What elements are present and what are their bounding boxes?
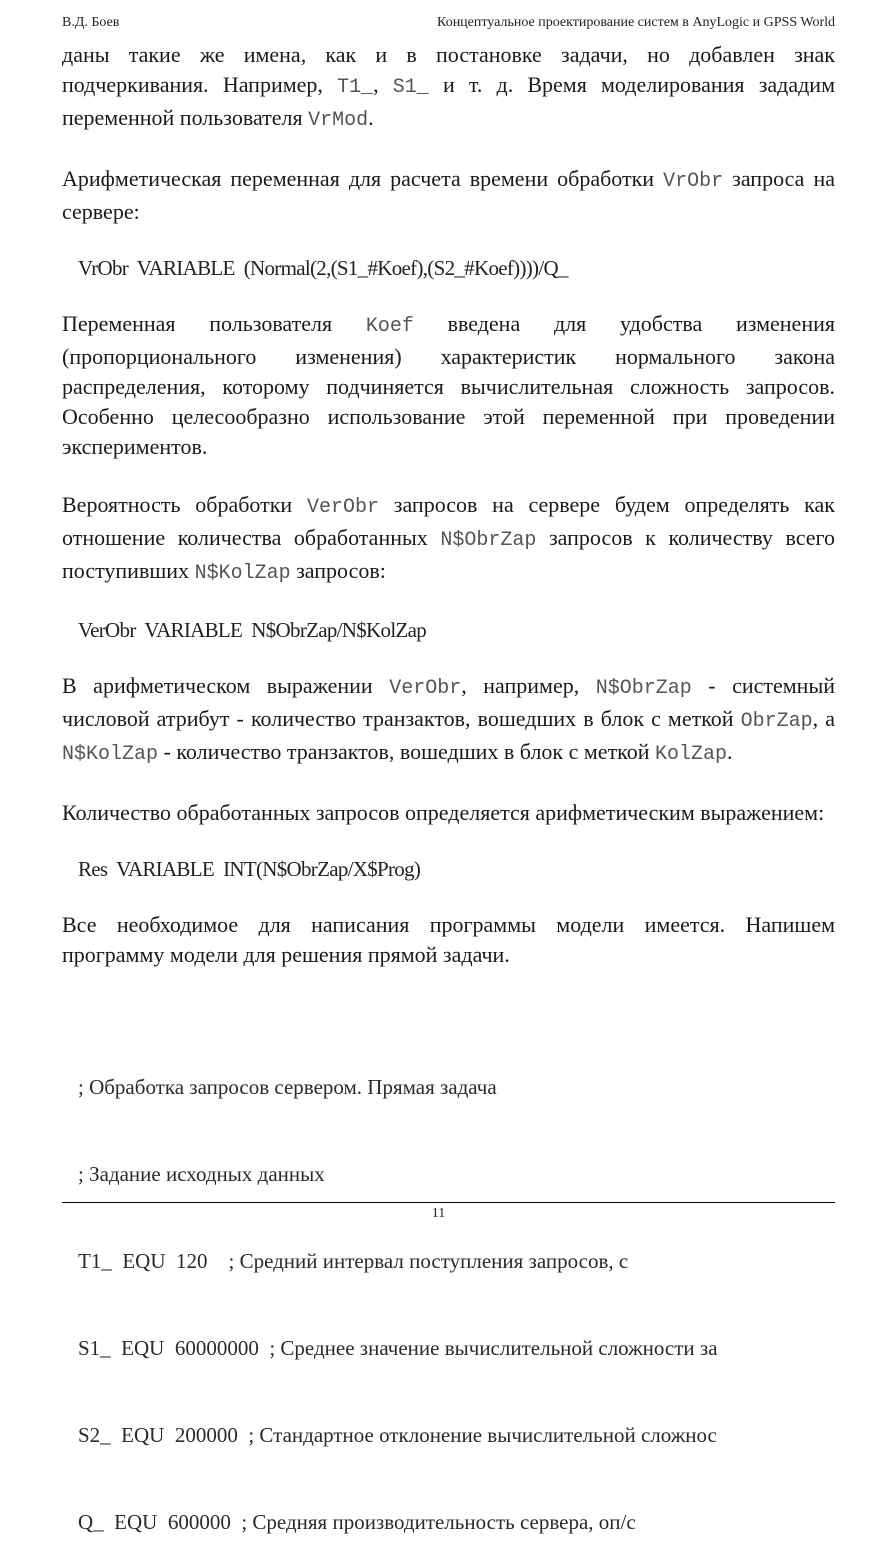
code-vrobr-variable: VrObr VARIABLE (Normal(2,(S1_#Koef),(S2_#Koef))))/Q_ bbox=[78, 256, 568, 280]
paragraph-koef: Переменная пользователя Koef введена для удобства изменения (пропорционального изменения) характеристик нормального закона распределения, которому подчиняется вычислительная сложность запросов. Особенно целесообразно использование этой переменной при проведении экспериментов. bbox=[62, 311, 835, 459]
running-header bbox=[62, 15, 835, 35]
code-ref-vrobr: VrObr bbox=[663, 170, 724, 193]
program-listing bbox=[78, 1015, 835, 1566]
listing-line: ; Обработка запросов сервером. Прямая задача bbox=[78, 1075, 497, 1099]
paragraph-verobr-intro: Вероятность обработки VerObr запросов на сервере будем определять как отношение количества обработанных N$ObrZap запросов к количеству всего поступивших N$KolZap запросов: bbox=[62, 492, 835, 585]
code-ref-nobrzap: N$ObrZap bbox=[440, 529, 537, 552]
header-author: В.Д. Боев bbox=[62, 15, 120, 30]
page-number: 11 bbox=[431, 1206, 446, 1221]
code-ref-nkolzap: N$KolZap bbox=[194, 562, 291, 585]
paragraph-vrobr-intro: Арифметическая переменная для расчета времени обработки VrObr запроса на сервере: bbox=[62, 166, 835, 224]
code-verobr-variable: VerObr VARIABLE N$ObrZap/N$KolZap bbox=[78, 618, 427, 642]
page-body bbox=[62, 40, 835, 970]
code-ref-t1: T1_ bbox=[337, 76, 374, 99]
listing-line: S1_ EQU 60000000 ; Среднее значение вычислительной сложности за bbox=[78, 1336, 718, 1360]
header-title: Концептуальное проектирование систем в AnyLogic и GPSS World bbox=[437, 15, 835, 30]
code-ref-verobr: VerObr bbox=[306, 496, 379, 519]
code-res-variable: Res VARIABLE INT(N$ObrZap/X$Prog) bbox=[78, 857, 421, 881]
paragraph-verobr-explanation: В арифметическом выражении VerObr, например, N$ObrZap - системный числовой атрибут - количество транзактов, вошедших в блок с меткой ObrZap, а N$KolZap - количество транзактов, вошедших в блок с меткой KolZap. bbox=[62, 673, 836, 766]
listing-line: ; Задание исходных данных bbox=[78, 1162, 325, 1186]
paragraph-variable-names: даны такие же имена, как и в постановке задачи, но добавлен знак подчеркивания. Например, T1_, S1_ и т. д. Время моделирования зададим переменной пользователя VrMod. bbox=[62, 42, 836, 132]
code-ref-vrmod: VrMod bbox=[308, 109, 369, 132]
paragraph-res-intro: Количество обработанных запросов определяется арифметическим выражением: bbox=[62, 800, 825, 825]
footer-rule bbox=[62, 1202, 835, 1203]
listing-line: T1_ EQU 120 ; Средний интервал поступления запросов, с bbox=[78, 1249, 629, 1273]
paragraph-program-intro: Все необходимое для написания программы модели имеется. Напишем программу модели для решения прямой задачи. bbox=[62, 912, 835, 967]
listing-line: S2_ EQU 200000 ; Стандартное отклонение вычислительной сложнос bbox=[78, 1423, 717, 1447]
code-ref-koef: Koef bbox=[365, 315, 414, 338]
code-ref-s1: S1_ bbox=[392, 76, 429, 99]
listing-line: Q_ EQU 600000 ; Средняя производительность сервера, оп/с bbox=[78, 1510, 636, 1534]
